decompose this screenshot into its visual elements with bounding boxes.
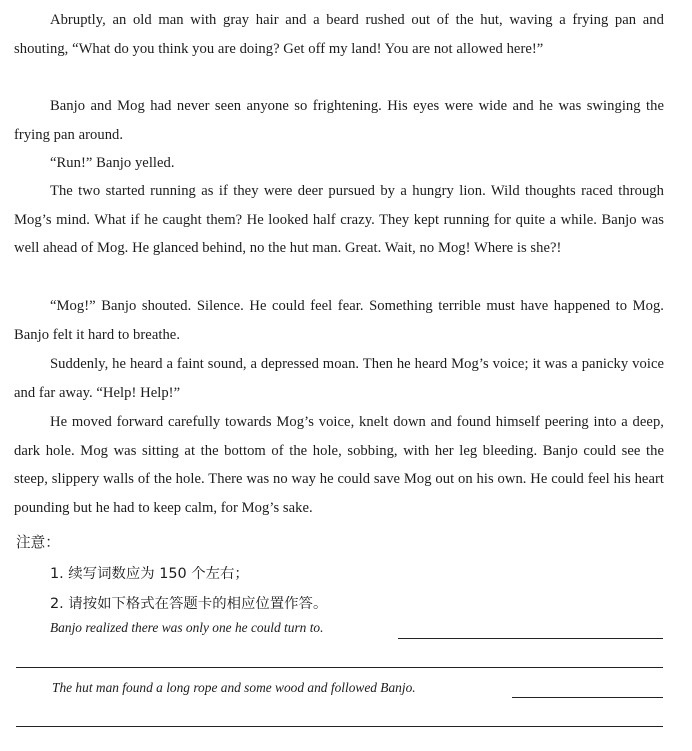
note-item-2: 2. 请按如下格式在答题卡的相应位置作答。 <box>50 596 328 612</box>
story-paragraph-7: He moved forward carefully towards Mog’s voice, knelt down and found himself peering into a deep, dark hole. Mog was sitting at the bottom of the hole, sobbing, with her leg bleeding. Banjo could see the steep, slippery walls of the hole. There was no way he could save Mog out on his own. He could feel his heart pounding but he had to keep calm, for Mog’s sake. <box>14 414 664 516</box>
answer-line-2b <box>16 726 663 727</box>
note-item-1: 1. 续写词数应为 150 个左右； <box>50 566 249 582</box>
answer-line-1a <box>398 638 663 639</box>
story-paragraph-5: “Mog!” Banjo shouted. Silence. He could feel fear. Something terrible must have happened to Mog. Banjo felt it hard to breathe. <box>14 298 664 343</box>
continuation-prompt-2: The hut man found a long rope and some wood and followed Banjo. <box>52 680 416 695</box>
notes-title: 注意： <box>16 534 60 551</box>
answer-line-1b <box>16 667 663 668</box>
answer-line-2a <box>512 697 663 698</box>
continuation-prompt-1: Banjo realized there was only one he could turn to. <box>50 620 324 635</box>
story-paragraph-3: “Run!” Banjo yelled. <box>50 155 175 171</box>
story-paragraph-4: The two started running as if they were deer pursued by a hungry lion. Wild thoughts raced through Mog’s mind. What if he caught them? He looked half crazy. They kept running for quite a while. Banjo was well ahead of Mog. He glanced behind, no the hut man. Great. Wait, no Mog! Where is she?! <box>14 183 664 257</box>
story-paragraph-1: Abruptly, an old man with gray hair and a beard rushed out of the hut, waving a frying pan and shouting, “What do you think you are doing? Get off my land! You are not allowed here!” <box>14 12 664 57</box>
story-paragraph-6: Suddenly, he heard a faint sound, a depressed moan. Then he heard Mog’s voice; it was a panicky voice and far away. “Help! Help!” <box>14 356 664 401</box>
story-paragraph-2: Banjo and Mog had never seen anyone so frightening. His eyes were wide and he was swinging the frying pan around. <box>14 98 664 143</box>
